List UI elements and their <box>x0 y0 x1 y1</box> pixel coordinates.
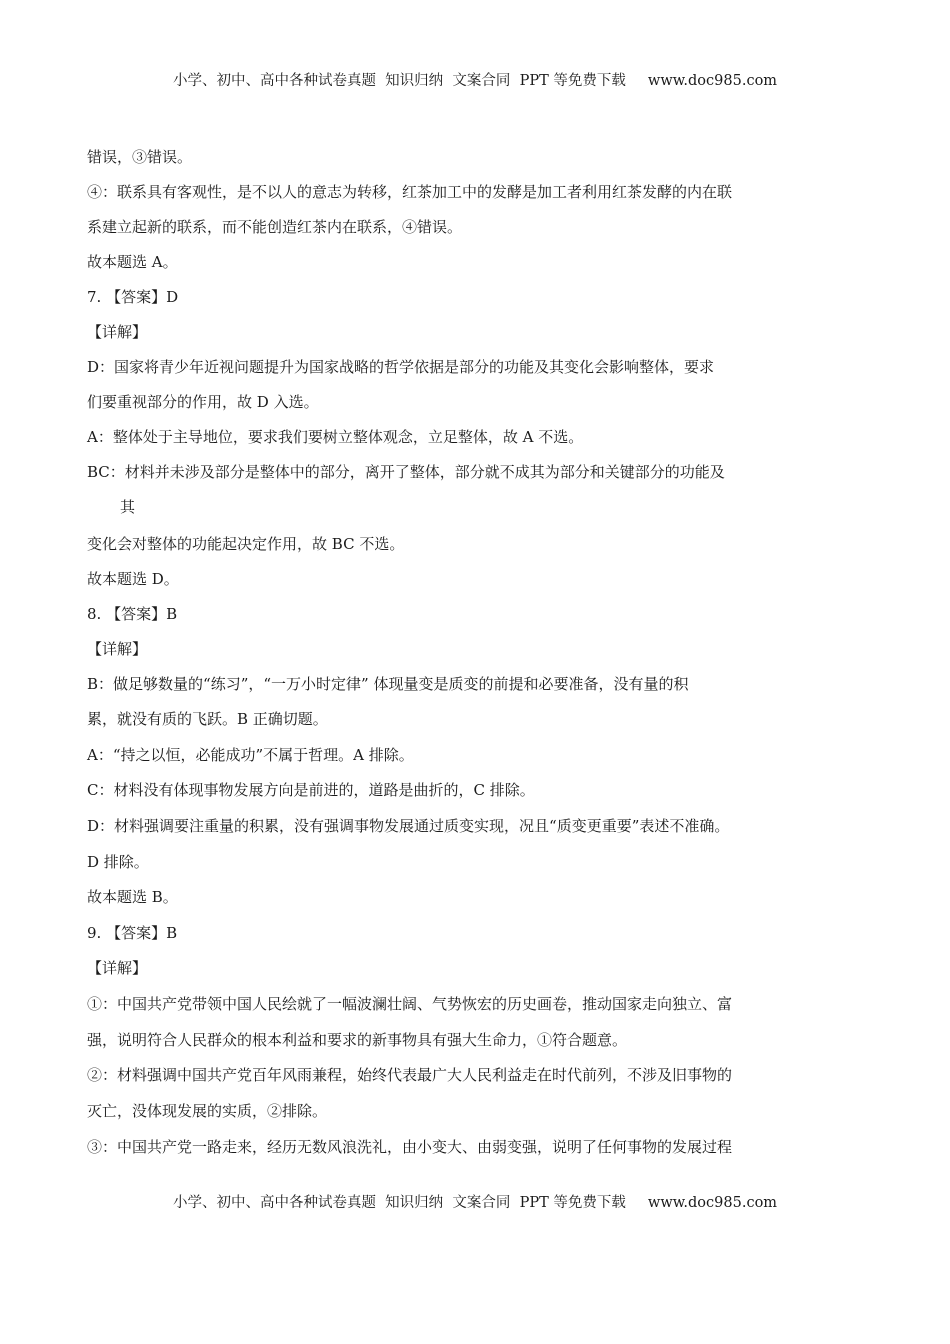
footer-text: 小学、初中、高中各种试卷真题 知识归纳 文案合同 PPT 等免费下载 <box>172 1195 626 1211</box>
header-url: www.doc985.com <box>647 73 778 89</box>
text-line: 【详解】 <box>87 323 148 341</box>
text-line: D：材料强调要注重量的积累，没有强调事物发展通过质变实现，况且“质变更重要”表述不准确。 <box>87 817 730 835</box>
header-text: 小学、初中、高中各种试卷真题 知识归纳 文案合同 PPT 等免费下载 <box>172 73 626 89</box>
text-line: 们要重视部分的作用，故 D 入选。 <box>87 393 319 411</box>
text-line: 9. 【答案】B <box>87 924 178 942</box>
text-line: ②：材料强调中国共产党百年风雨兼程，始终代表最广大人民利益走在时代前列，不涉及旧事物的 <box>87 1066 733 1084</box>
text-line: A：“持之以恒，必能成功”不属于哲理。A 排除。 <box>87 746 414 764</box>
text-line: 【详解】 <box>87 640 148 658</box>
text-line: 故本题选 A。 <box>87 253 178 271</box>
text-line: 8. 【答案】B <box>87 605 178 623</box>
text-line: 7. 【答案】D <box>87 288 179 306</box>
text-line: 【详解】 <box>87 959 148 977</box>
text-line: 系建立起新的联系，而不能创造红茶内在联系，④错误。 <box>87 218 463 236</box>
text-line: BC：材料并未涉及部分是整体中的部分，离开了整体，部分就不成其为部分和关键部分的功能及 <box>87 463 725 481</box>
text-line: ④：联系具有客观性，是不以人的意志为转移，红茶加工中的发酵是加工者利用红茶发酵的内在联 <box>87 183 733 201</box>
text-line: 累，就没有质的飞跃。B 正确切题。 <box>87 710 328 728</box>
text-line: B：做足够数量的“练习”，“一万小时定律” 体现量变是质变的前提和必要准备，没有量的积 <box>87 675 689 693</box>
text-line: ①：中国共产党带领中国人民绘就了一幅波澜壮阔、气势恢宏的历史画卷，推动国家走向独立、富 <box>87 995 733 1013</box>
text-line: A：整体处于主导地位，要求我们要树立整体观念，立足整体，故 A 不选。 <box>87 428 584 446</box>
footer-url: www.doc985.com <box>647 1195 778 1211</box>
text-line: 错误，③错误。 <box>87 148 193 166</box>
page-header <box>0 69 950 90</box>
text-line: 故本题选 D。 <box>87 570 179 588</box>
text-line: ③：中国共产党一路走来，经历无数风浪洗礼，由小变大、由弱变强，说明了任何事物的发展过程 <box>87 1138 733 1156</box>
text-line: D 排除。 <box>87 853 149 871</box>
text-line: 故本题选 B。 <box>87 888 178 906</box>
text-line: 强，说明符合人民群众的根本利益和要求的新事物具有强大生命力，①符合题意。 <box>87 1031 628 1049</box>
text-line: 灭亡，没体现发展的实质，②排除。 <box>87 1102 328 1120</box>
text-line: 其 <box>120 498 136 516</box>
text-line: 变化会对整体的功能起决定作用，故 BC 不选。 <box>87 535 405 553</box>
text-line: C：材料没有体现事物发展方向是前进的，道路是曲折的，C 排除。 <box>87 781 535 799</box>
page-footer <box>0 1191 950 1212</box>
text-line: D：国家将青少年近视问题提升为国家战略的哲学依据是部分的功能及其变化会影响整体，要求 <box>87 358 715 376</box>
